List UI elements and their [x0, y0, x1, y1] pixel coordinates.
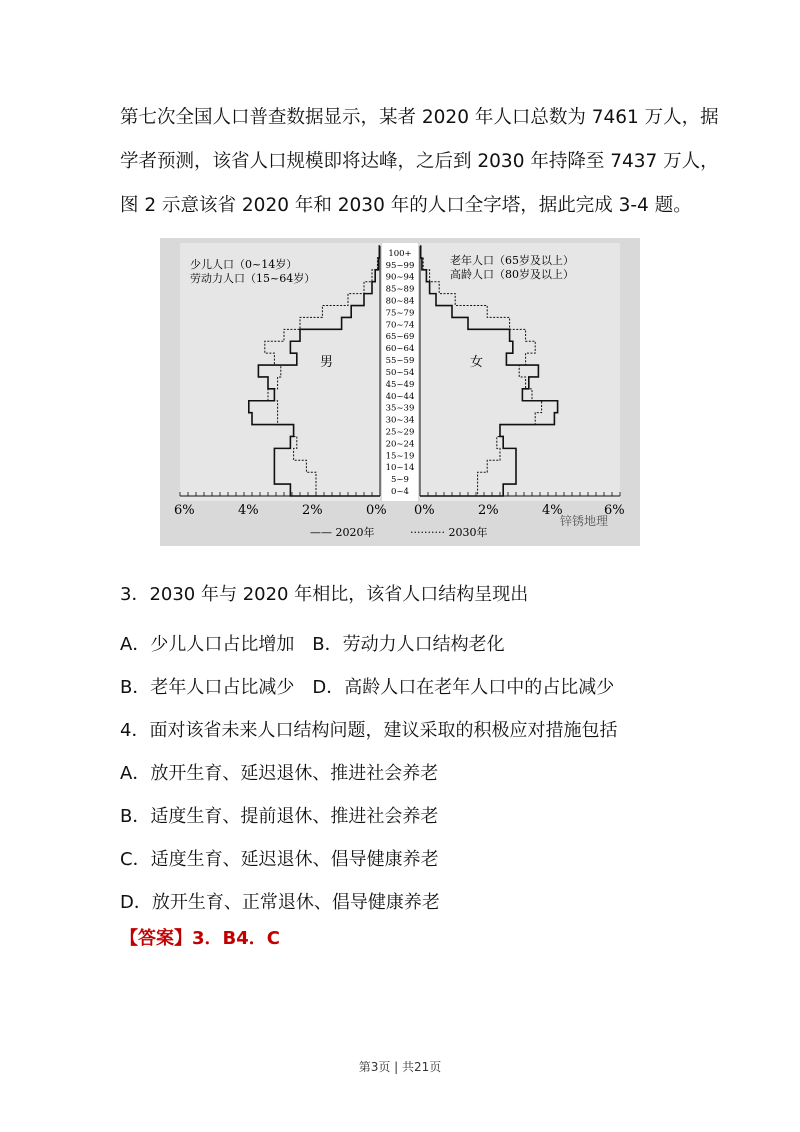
age-label: 70~74 — [385, 320, 415, 331]
age-label: 55~59 — [385, 356, 415, 367]
age-label: 10~14 — [385, 463, 415, 474]
male-label: 男 — [320, 355, 334, 370]
answer-text: 【答案】3．B4．C — [120, 928, 280, 949]
tick-left-4: 4% — [238, 503, 259, 518]
age-label: 30~34 — [385, 415, 415, 426]
question-3-stem: 3．2030 年与 2020 年相比，该省人口结构呈现出 — [120, 584, 529, 605]
age-label: 15~19 — [385, 451, 415, 462]
question-4-option-b: B．适度生育、提前退休、推进社会养老 — [120, 806, 439, 827]
legend-children: 少儿人口（0~14岁） — [190, 258, 298, 271]
age-label: 45~49 — [385, 379, 415, 390]
population-pyramid-figure — [160, 238, 640, 546]
tick-right-0: 0% — [414, 503, 435, 518]
legend-2030: ·········· 2030年 — [410, 526, 488, 539]
age-label: 20~24 — [385, 439, 415, 450]
age-label: 100+ — [388, 248, 412, 259]
question-4-option-a: A．放开生育、延迟退休、推进社会养老 — [120, 763, 439, 784]
legend-2020: —— 2020年 — [310, 526, 375, 539]
question-3-options-row1: A．少儿人口占比增加 B．劳动力人口结构老化 — [120, 634, 505, 655]
intro-line-1: 第七次全国人口普查数据显示，某者 2020 年人口总数为 7461 万人，据 — [120, 107, 719, 128]
intro-line-2: 学者预测，该省人口规模即将达峰，之后到 2030 年持降至 7437 万人， — [120, 151, 719, 172]
age-label: 35~39 — [385, 403, 415, 414]
age-label: 5~9 — [391, 475, 409, 486]
tick-left-2: 2% — [302, 503, 323, 518]
intro-line-3: 图 2 示意该省 2020 年和 2030 年的人口全字塔，据此完成 3-4 题。 — [120, 195, 692, 216]
age-label: 95~99 — [385, 260, 415, 271]
age-label: 50~54 — [385, 367, 415, 378]
age-label: 90~94 — [385, 272, 415, 283]
tick-right-6: 6% — [604, 503, 625, 518]
tick-right-2: 2% — [478, 503, 499, 518]
legend-elderly: 老年人口（65岁及以上） — [450, 254, 574, 267]
female-label: 女 — [470, 355, 484, 370]
tick-left-0: 0% — [366, 503, 387, 518]
age-label: 65~69 — [385, 332, 415, 343]
legend-oldest: 高龄人口（80岁及以上） — [450, 268, 574, 281]
age-label: 75~79 — [385, 308, 415, 319]
age-label: 60~64 — [385, 344, 415, 355]
age-label: 80~84 — [385, 296, 415, 307]
watermark-text: 锌锈地理 — [560, 514, 609, 528]
age-label: 85~89 — [385, 284, 415, 295]
question-4-option-d: D．放开生育、正常退休、倡导健康养老 — [120, 892, 440, 913]
page-footer: 第3页 | 共21页 — [358, 1060, 442, 1074]
tick-right-4: 4% — [542, 503, 563, 518]
question-4-option-c: C．适度生育、延迟退休、倡导健康养老 — [120, 849, 439, 870]
tick-left-6: 6% — [174, 503, 195, 518]
question-3-options-row2: B．老年人口占比减少 D．高龄人口在老年人口中的占比减少 — [120, 677, 615, 698]
age-label: 0~4 — [391, 487, 409, 497]
age-label: 40~44 — [385, 391, 415, 402]
age-label: 25~29 — [385, 427, 415, 438]
question-4-stem: 4．面对该省未来人口结构问题，建议采取的积极应对措施包括 — [120, 720, 618, 741]
female-plot-area — [420, 243, 620, 501]
legend-labor: 劳动力人口（15~64岁） — [190, 272, 316, 285]
